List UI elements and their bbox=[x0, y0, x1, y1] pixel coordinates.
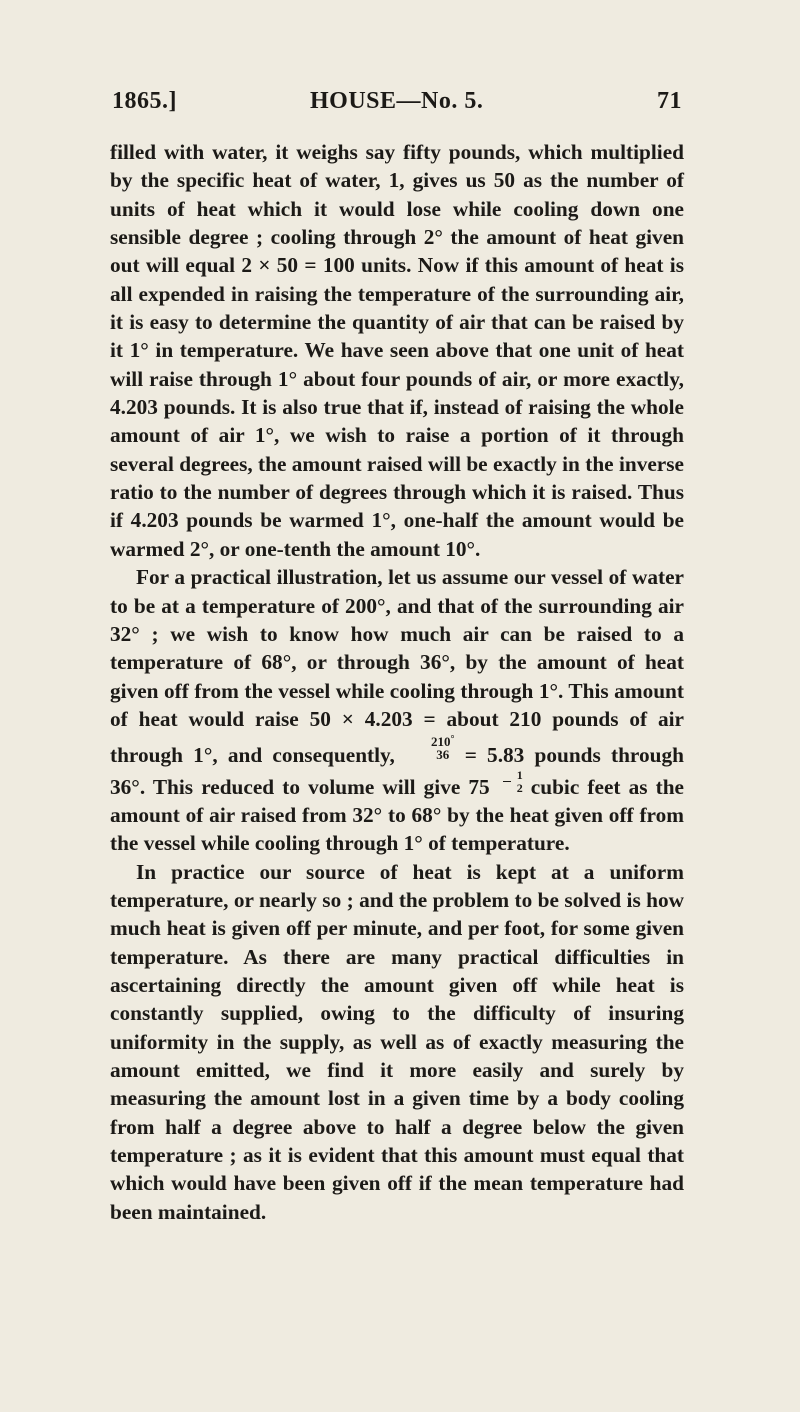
fraction-one-half bbox=[491, 767, 523, 795]
page-number: 71 bbox=[657, 88, 682, 114]
fraction-bar bbox=[503, 781, 511, 782]
paragraph-2-text-end: cubic feet as the amount of air raised from 32° to 68° by the heat given off from the vessel while cooling through 1° of temperature. bbox=[110, 774, 684, 856]
paragraph-1 bbox=[110, 138, 684, 563]
paragraph-2-text-start: For a practical illustration, let us assume our vessel of water to be at a temperature of 200°, and that of the surrounding air 32° ; we wish to know how much air can be raised to a temperature of 68°, or through 36°, by the amount of heat given off from the vessel while cooling through 1°. This amount of heat would raise 50 × 4.203 = about 210 pounds of air through 1°, and consequently, bbox=[110, 565, 684, 768]
paragraph-3-text: In practice our source of heat is kept at a uniform temperature, or nearly so ; and the problem to be solved is how much heat is given off per minute, and per foot, for some given temperature. As there are many practical difficulties in ascertaining directly the amount given off while heat is constantly supplied, owing to the difficulty of insuring uniformity in the supply, as well as of exactly measuring the amount emitted, we find it more easily and surely by measuring the amount lost in a given time by a body cooling from half a degree above to half a degree below the given temperature ; as it is evident that this amount must equal that which would have been given off if the mean temperature had been maintained. bbox=[110, 859, 684, 1224]
header-year: 1865.] bbox=[112, 88, 177, 114]
running-head bbox=[112, 88, 682, 122]
half-numerator: 1 bbox=[516, 767, 523, 782]
fraction-210-over-36 bbox=[405, 733, 455, 761]
header-title: HOUSE—No. 5. bbox=[310, 88, 484, 114]
paragraph-2 bbox=[110, 563, 684, 857]
half-denominator: 2 bbox=[516, 780, 523, 795]
paragraph-3 bbox=[110, 858, 684, 1226]
fraction-degree-sign: ° bbox=[450, 734, 455, 746]
body-text bbox=[110, 138, 684, 1226]
paragraph-2-text-middle: = 5.83 pounds through 36°. This reduced to volume will give 75 bbox=[110, 743, 684, 799]
paragraph-1-text: filled with water, it weighs say fifty pounds, which multiplied by the specific heat of water, 1, gives us 50 as the number of units of heat which it would lose while cooling down one sensible degree ; cooling through 2° the amount of heat given out will equal 2 × 50 = 100 units. Now if this amount of heat is all expended in raising the temperature of the surrounding air, it is easy to determine the quantity of air that can be raised by it 1° in temperature. We have seen above that one unit of heat will raise through 1° about four pounds of air, or more exactly, 4.203 pounds. It is also true that if, instead of raising the whole amount of air 1°, we wish to raise a portion of it through several degrees, the amount raised will be exactly in the inverse ratio to the number of degrees through which it is raised. Thus if 4.203 pounds be warmed 1°, one-half the amount would be warmed 2°, or one-tenth the amount 10°. bbox=[110, 140, 684, 561]
fraction-denominator: 36 bbox=[436, 747, 450, 763]
fraction-numerator: 210 bbox=[431, 734, 451, 750]
